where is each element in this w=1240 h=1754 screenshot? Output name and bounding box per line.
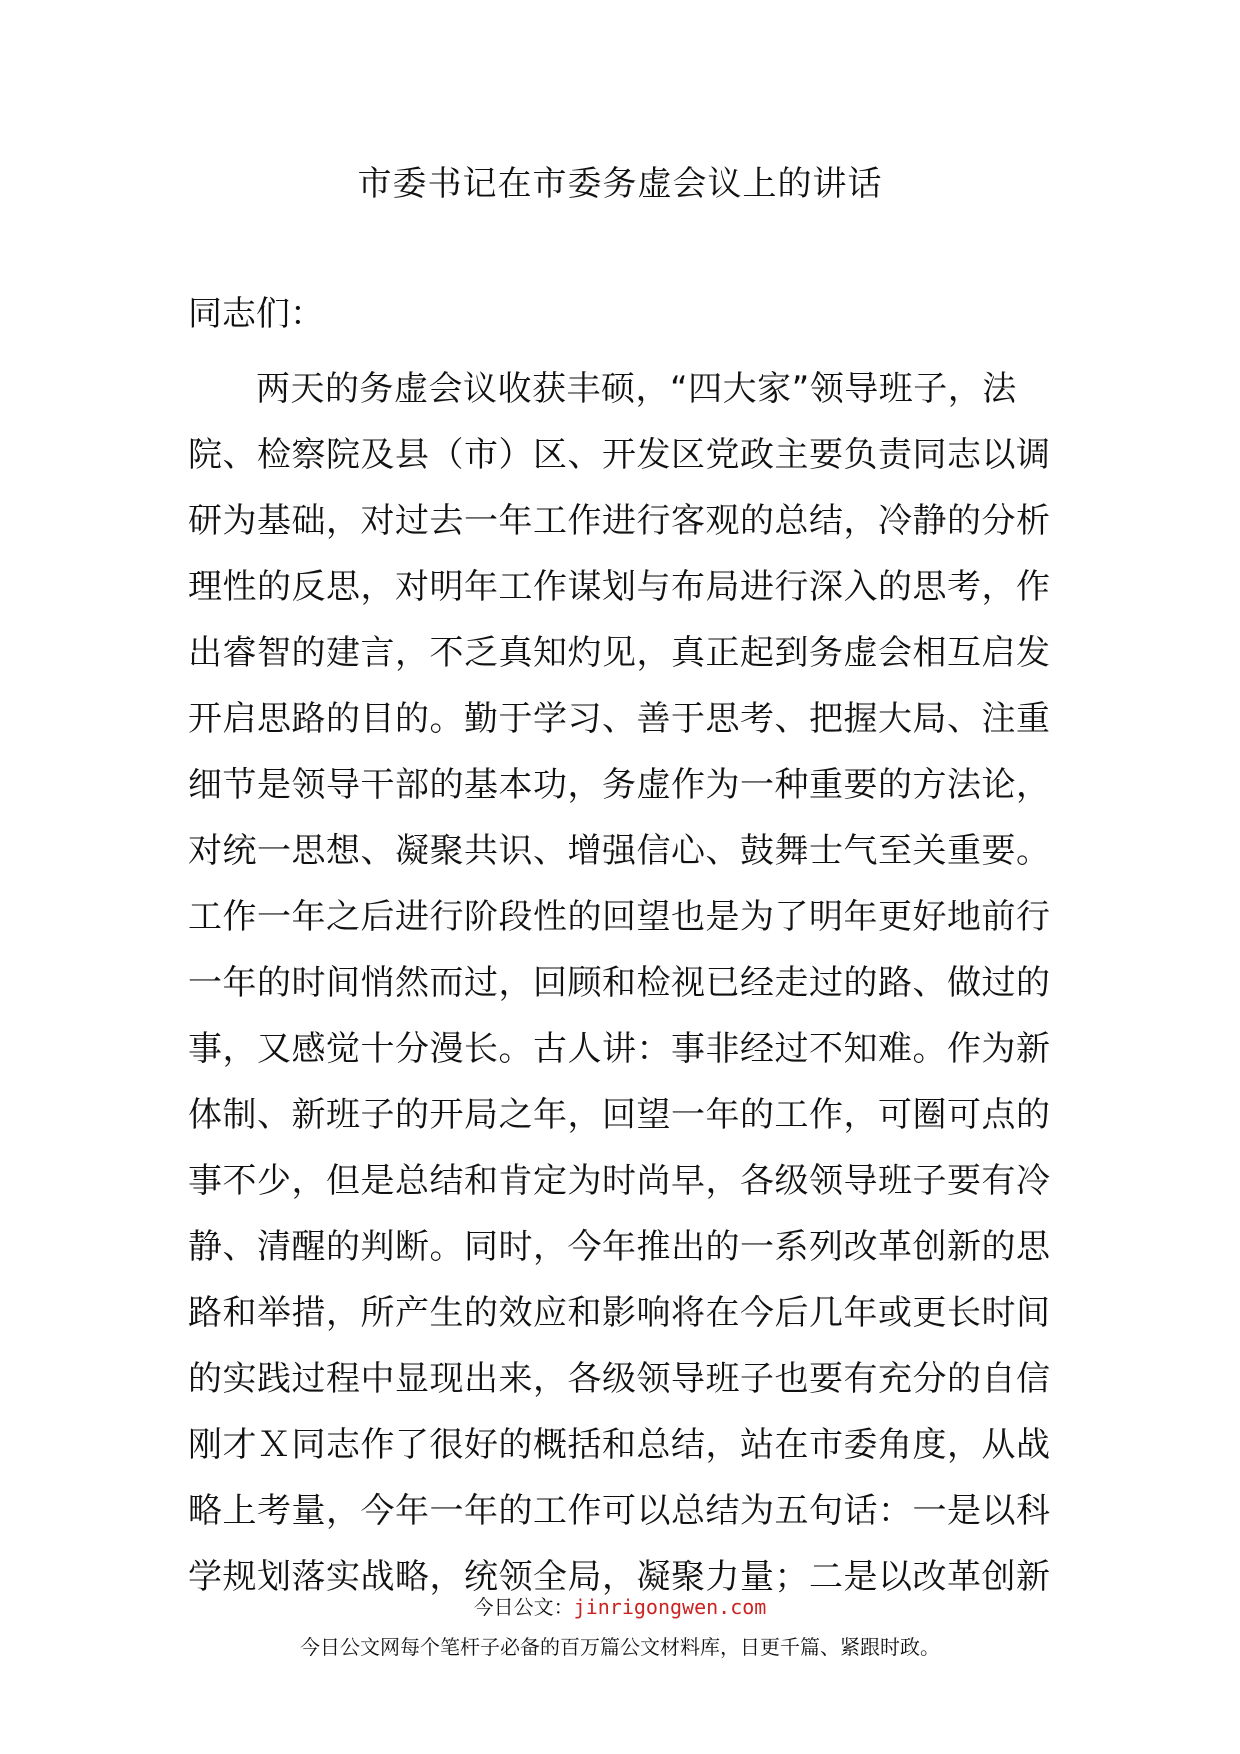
body-line: 研为基础，对过去一年工作进行客观的总结，冷静的分析 bbox=[188, 501, 1051, 541]
body-line: 院、检察院及县（市）区、开发区党政主要负责同志以调 bbox=[188, 435, 1051, 475]
body-line: 工作一年之后进行阶段性的回望也是为了明年更好地前行 bbox=[188, 897, 1051, 937]
body-line: 路和举措，所产生的效应和影响将在今后几年或更长时间 bbox=[188, 1293, 1051, 1333]
body-text bbox=[188, 356, 1056, 1610]
footer bbox=[0, 1592, 1240, 1662]
body-line: 开启思路的目的。勤于学习、善于思考、把握大局、注重 bbox=[188, 699, 1051, 739]
greeting: 同志们： bbox=[188, 294, 324, 334]
body-line: 静、清醒的判断。同时，今年推出的一系列改革创新的思 bbox=[188, 1227, 1051, 1267]
body-line: 略上考量，今年一年的工作可以总结为五句话：一是以科 bbox=[188, 1491, 1051, 1531]
body-line: 学规划落实战略，统领全局，凝聚力量；二是以改革创新 bbox=[188, 1557, 1051, 1597]
body-line: 出睿智的建言，不乏真知灼见，真正起到务虚会相互启发 bbox=[188, 633, 1051, 673]
footer-url-link[interactable]: jinrigongwen.com bbox=[573, 1595, 767, 1619]
body-line: 细节是领导干部的基本功，务虚作为一种重要的方法论， bbox=[188, 765, 1051, 805]
body-line: 刚才Ｘ同志作了很好的概括和总结，站在市委角度，从战 bbox=[188, 1425, 1051, 1465]
body-line: 的实践过程中显现出来，各级领导班子也要有充分的自信 bbox=[188, 1359, 1051, 1399]
body-line: 一年的时间悄然而过，回顾和检视已经走过的路、做过的 bbox=[188, 963, 1051, 1003]
footer-tagline: 今日公文网每个笔杆子必备的百万篇公文材料库，日更千篇、紧跟时政。 bbox=[300, 1635, 940, 1659]
footer-label: 今日公文： bbox=[473, 1595, 574, 1619]
body-line: 体制、新班子的开局之年，回望一年的工作，可圈可点的 bbox=[188, 1095, 1051, 1135]
body-line: 事，又感觉十分漫长。古人讲：事非经过不知难。作为新 bbox=[188, 1029, 1051, 1069]
body-line: 对统一思想、凝聚共识、增强信心、鼓舞士气至关重要。 bbox=[188, 831, 1051, 871]
document-title: 市委书记在市委务虚会议上的讲话 bbox=[357, 164, 883, 204]
footer-source bbox=[0, 1592, 1240, 1622]
body-line: 事不少，但是总结和肯定为时尚早，各级领导班子要有冷 bbox=[188, 1161, 1051, 1201]
body-line: 理性的反思，对明年工作谋划与布局进行深入的思考，作 bbox=[188, 567, 1051, 607]
body-line: 两天的务虚会议收获丰硕，“四大家”领导班子，法 bbox=[256, 369, 1017, 409]
